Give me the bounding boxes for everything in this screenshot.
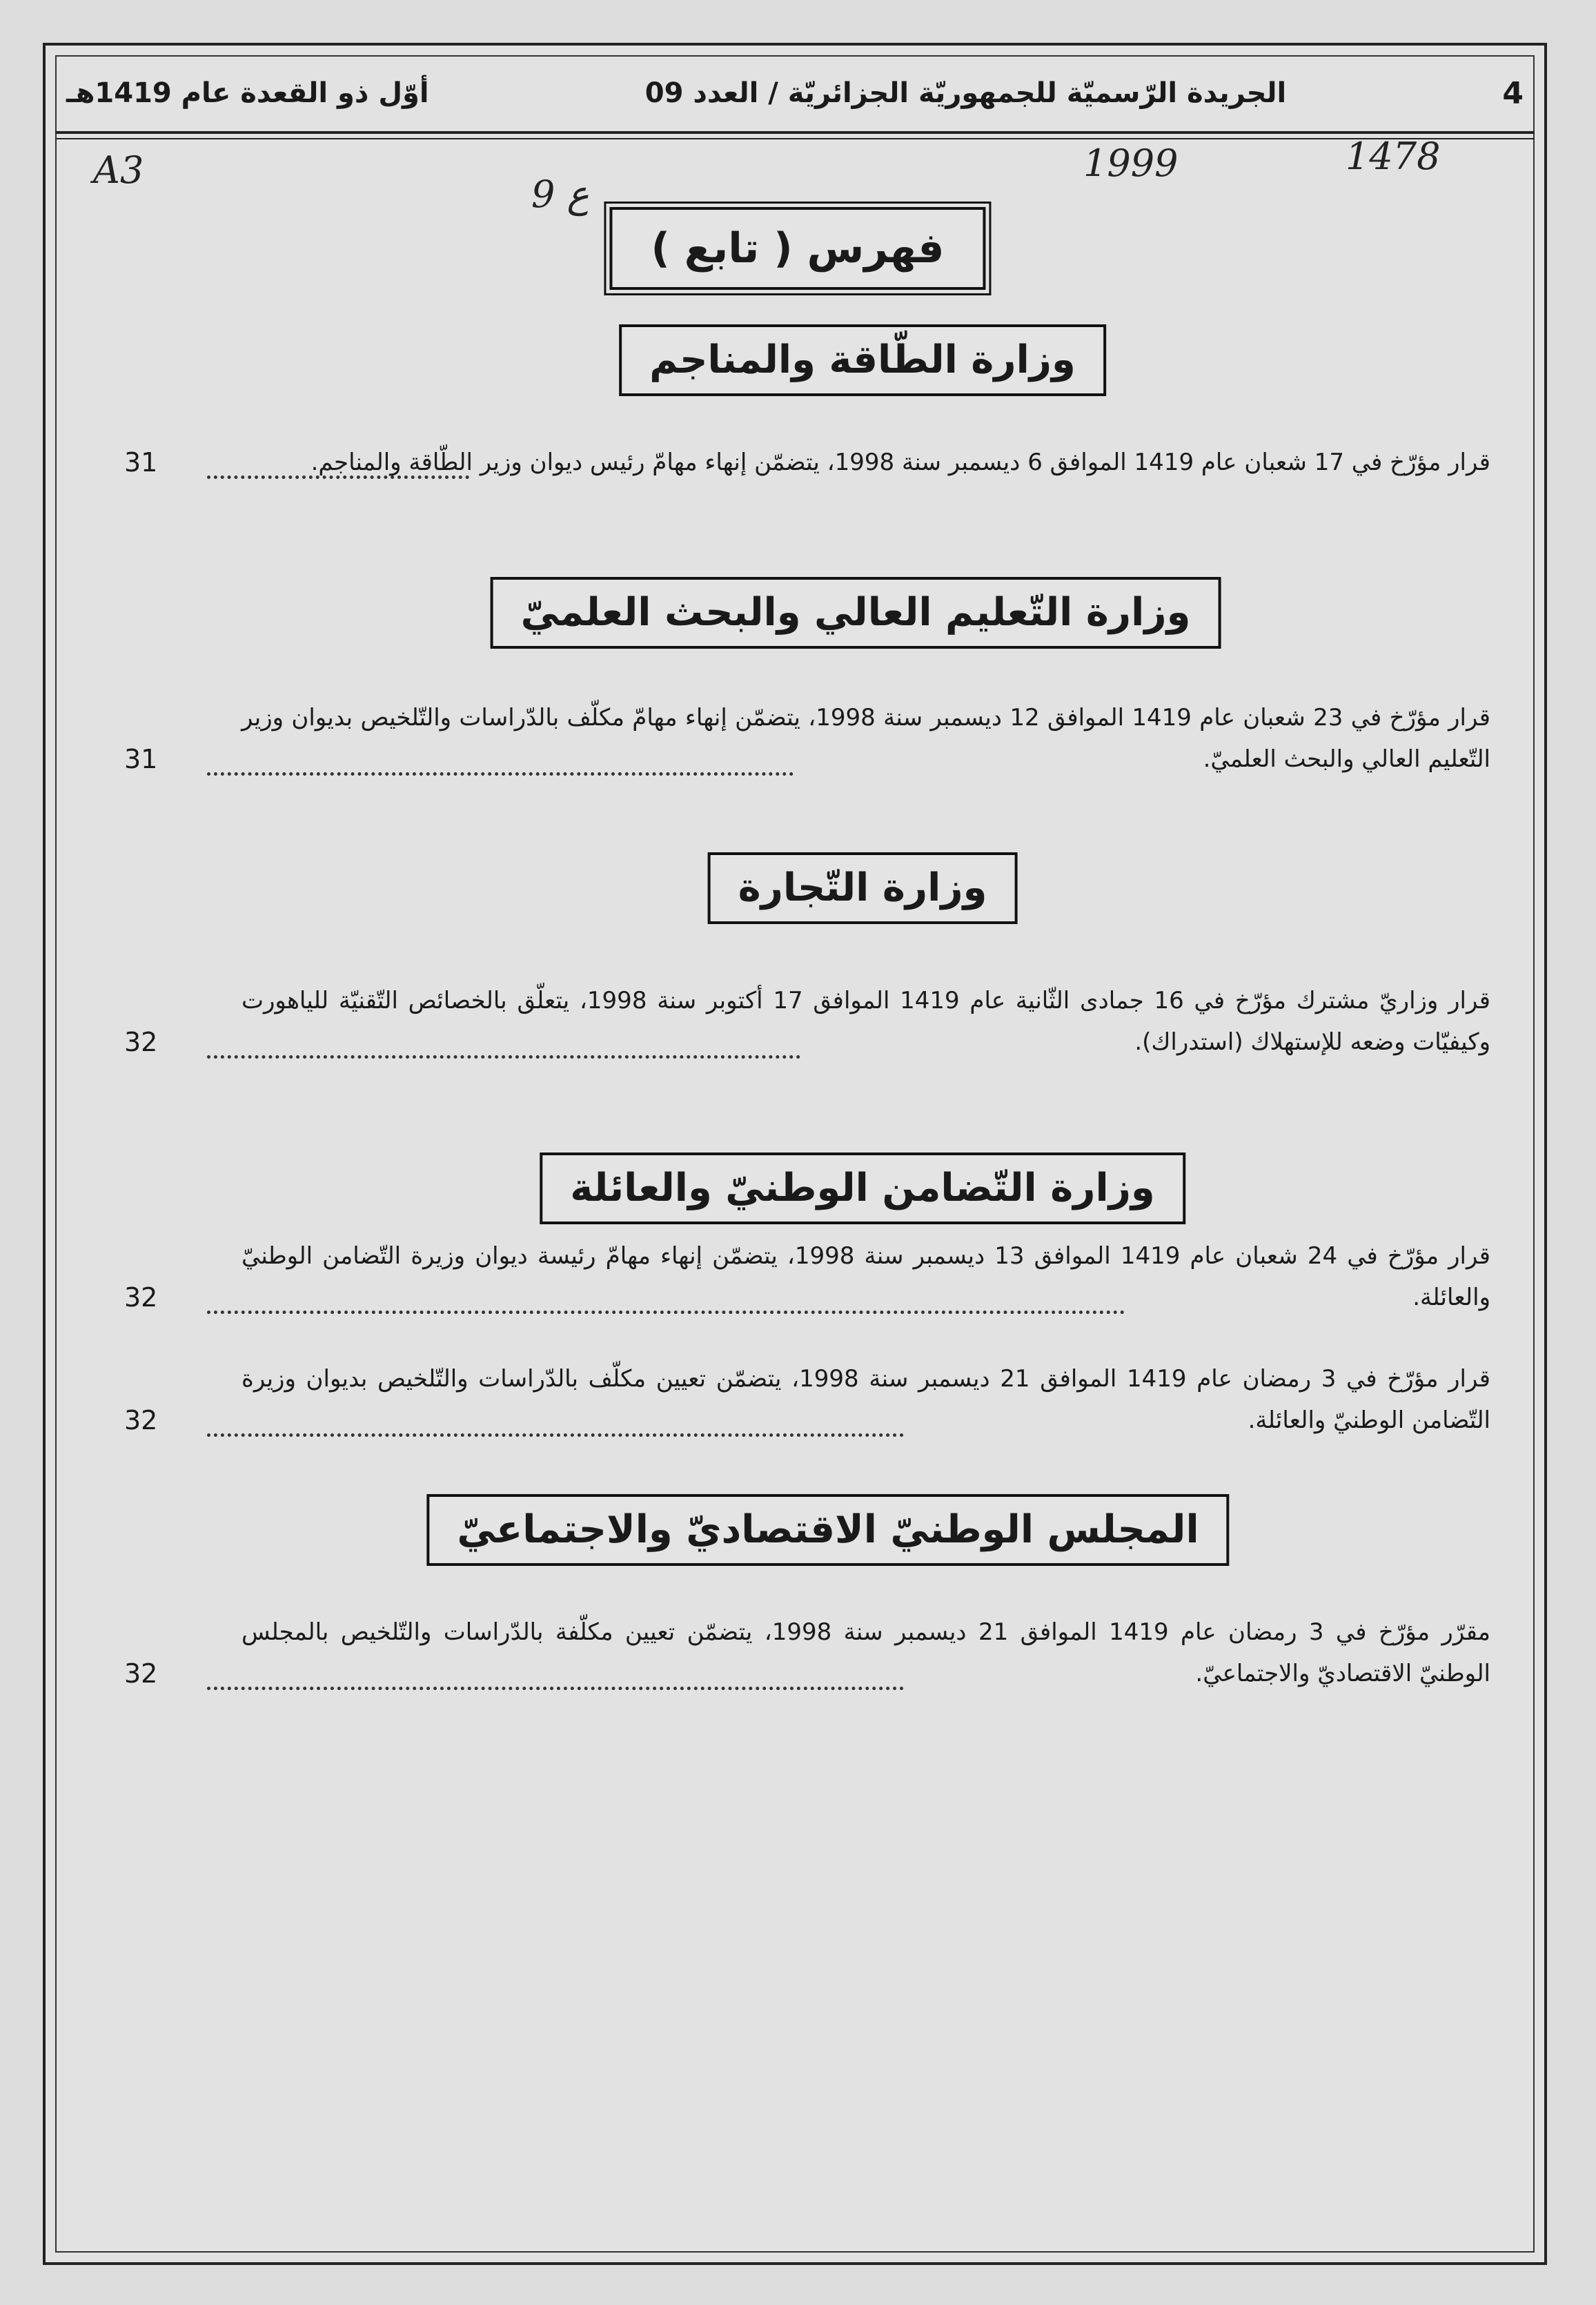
entry-text: قرار مؤرّخ في 3 رمضان عام 1419 الموافق 21 ديسمبر سنة 1998، يتضمّن تعيين مكلّف بالدّراسات والتّلخيص بديوان وزيرة التّضامن الوطنيّ والعائلة.	[242, 1365, 1490, 1434]
page-header	[66, 62, 1524, 124]
entry-page-number: 32	[124, 1282, 158, 1313]
header-rule-thin	[55, 138, 1535, 139]
section-title-economic-council: المجلس الوطنيّ الاقتصاديّ والاجتماعيّ	[426, 1494, 1229, 1566]
leader-dots	[207, 1290, 1125, 1314]
entry-page-number: 31	[124, 744, 158, 774]
entry-text: قرار وزاريّ مشترك مؤرّخ في 16 جمادى الثّانية عام 1419 الموافق 17 أكتوبر سنة 1998، يتعلّق بالخصائص التّقنيّة للياهورت وكيفيّات وضعه للإستهلاك (استدراك).	[242, 987, 1490, 1056]
leader-dots	[207, 752, 794, 776]
leader-dots	[207, 1413, 904, 1437]
section-title-solidarity: وزارة التّضامن الوطنيّ والعائلة	[540, 1152, 1185, 1224]
index-entry	[124, 697, 1490, 780]
entry-page-number: 31	[124, 447, 158, 478]
issue-date: أوّل ذو القعدة عام 1419هـ	[66, 77, 429, 109]
entry-text: قرار مؤرّخ في 23 شعبان عام 1419 الموافق 12 ديسمبر سنة 1998، يتضمّن إنهاء مهامّ مكلّف بالدّراسات والتّلخيص بديوان وزير التّعليم العالي والبحث العلميّ.	[242, 704, 1490, 773]
entry-text: قرار مؤرّخ في 17 شعبان عام 1419 الموافق 6 ديسمبر سنة 1998، يتضمّن إنهاء مهامّ رئيس ديوان وزير الطّاقة والمناجم.	[311, 449, 1490, 476]
index-entry	[124, 1358, 1490, 1441]
header-rule	[55, 131, 1535, 134]
leader-dots	[207, 455, 469, 479]
index-entry	[124, 1235, 1490, 1318]
index-title: فهرس ( تابع )	[609, 207, 985, 290]
section-title-commerce: وزارة التّجارة	[708, 852, 1018, 924]
section-title-energy: وزارة الطّاقة والمناجم	[619, 324, 1106, 396]
leader-dots	[207, 1666, 904, 1690]
entry-page-number: 32	[124, 1658, 158, 1689]
index-entry	[124, 1611, 1490, 1694]
index-entry	[124, 980, 1490, 1063]
entry-text: قرار مؤرّخ في 24 شعبان عام 1419 الموافق 13 ديسمبر سنة 1998، يتضمّن إنهاء مهامّ رئيسة ديوان وزيرة التّضامن الوطنيّ والعائلة.	[242, 1242, 1491, 1311]
handwritten-note-a3: A3	[93, 148, 144, 192]
page-number: 4	[1502, 75, 1524, 111]
index-entry	[124, 442, 1490, 483]
section-title-higher-education: وزارة التّعليم العالي والبحث العلميّ	[491, 577, 1221, 649]
entry-text: مقرّر مؤرّخ في 3 رمضان عام 1419 الموافق 21 ديسمبر سنة 1998، يتضمّن تعيين مكلّفة بالدّراسات والتّلخيص بالمجلس الوطنيّ الاقتصاديّ والاجتماعيّ.	[242, 1618, 1490, 1687]
handwritten-note-mid: 9 ع	[531, 173, 589, 216]
handwritten-note-year: 1999	[1083, 141, 1179, 185]
entry-page-number: 32	[124, 1405, 158, 1435]
leader-dots	[207, 1034, 800, 1059]
handwritten-note-code: 1478	[1346, 135, 1441, 178]
gazette-title: الجريدة الرّسميّة للجمهوريّة الجزائريّة / العدد 09	[644, 77, 1287, 109]
entry-page-number: 32	[124, 1027, 158, 1057]
